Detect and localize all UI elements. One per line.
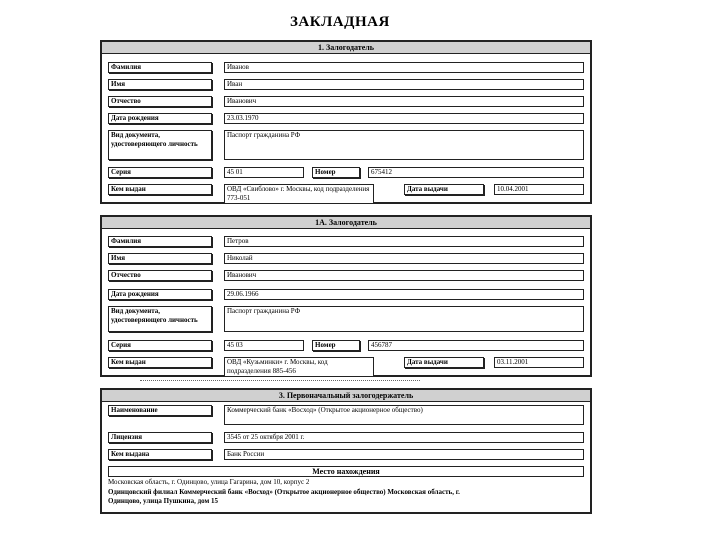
field-birthdate[interactable]: 23.03.1970 bbox=[224, 113, 584, 124]
address-line-1: Московская область, г. Одинцово, улица Гагарина, дом 10, корпус 2 bbox=[108, 478, 310, 486]
address-line-3: Одинцово, улица Пушкина, дом 15 bbox=[108, 497, 219, 505]
label-series-1a: Серия bbox=[108, 340, 212, 351]
field-doc-type[interactable]: Паспорт гражданина РФ bbox=[224, 130, 584, 160]
field-birthdate-1a[interactable]: 29.06.1966 bbox=[224, 289, 584, 300]
label-patronymic: Отчество bbox=[108, 96, 212, 107]
section-1a-header: 1А. Залогодатель bbox=[102, 217, 590, 229]
label-surname-1a: Фамилия bbox=[108, 236, 212, 247]
label-issue-date-1a: Дата выдачи bbox=[404, 357, 484, 368]
label-surname: Фамилия bbox=[108, 62, 212, 73]
field-name[interactable]: Иван bbox=[224, 79, 584, 90]
field-patronymic-1a[interactable]: Иванович bbox=[224, 270, 584, 281]
field-name-1a[interactable]: Николай bbox=[224, 253, 584, 264]
field-series[interactable]: 45 01 bbox=[224, 167, 304, 178]
scan-artifact-divider bbox=[140, 380, 420, 383]
label-issue-date: Дата выдачи bbox=[404, 184, 484, 195]
field-number[interactable]: 675412 bbox=[368, 167, 584, 178]
label-patronymic-1a: Отчество bbox=[108, 270, 212, 281]
label-number: Номер bbox=[312, 167, 360, 178]
field-patronymic[interactable]: Иванович bbox=[224, 96, 584, 107]
location-subheader: Место нахождения bbox=[108, 466, 584, 477]
section-1-header: 1. Залогодатель bbox=[102, 42, 590, 54]
field-org-name[interactable]: Коммерческий банк «Восход» (Открытое акционерное общество) bbox=[224, 405, 584, 425]
label-name-1a: Имя bbox=[108, 253, 212, 264]
label-org-name: Наименование bbox=[108, 405, 212, 416]
field-issued-by[interactable]: ОВД «Свиблово» г. Москвы, код подразделения 773-051 bbox=[224, 184, 374, 204]
field-number-1a[interactable]: 456787 bbox=[368, 340, 584, 351]
address-line-2: Одинцовский филиал Коммерческий банк «Восход» (Открытое акционерное общество) Московская область, г. bbox=[108, 488, 460, 496]
document-title: ЗАКЛАДНАЯ bbox=[290, 14, 390, 30]
field-license[interactable]: 3545 от 25 октября 2001 г. bbox=[224, 432, 584, 443]
field-surname[interactable]: Иванов bbox=[224, 62, 584, 73]
label-number-1a: Номер bbox=[312, 340, 360, 351]
label-issued-by: Кем выдан bbox=[108, 184, 212, 195]
field-license-issuer[interactable]: Банк России bbox=[224, 449, 584, 460]
section-3-header: 3. Первоначальный залогодержатель bbox=[102, 390, 590, 402]
label-birthdate-1a: Дата рождения bbox=[108, 289, 212, 300]
label-doc-type: Вид документа, удостоверяющего личность bbox=[108, 130, 212, 160]
label-license-issuer: Кем выдана bbox=[108, 449, 212, 460]
label-issued-by-1a: Кем выдан bbox=[108, 357, 212, 368]
label-birthdate: Дата рождения bbox=[108, 113, 212, 124]
field-issue-date[interactable]: 10.04.2001 bbox=[494, 184, 584, 195]
label-doc-type-1a: Вид документа, удостоверяющего личность bbox=[108, 306, 212, 332]
label-name: Имя bbox=[108, 79, 212, 90]
field-doc-type-1a[interactable]: Паспорт гражданина РФ bbox=[224, 306, 584, 332]
field-surname-1a[interactable]: Петров bbox=[224, 236, 584, 247]
label-license: Лицензия bbox=[108, 432, 212, 443]
label-series: Серия bbox=[108, 167, 212, 178]
field-issued-by-1a[interactable]: ОВД «Кузьминки» г. Москвы, код подразделения 885-456 bbox=[224, 357, 374, 377]
field-issue-date-1a[interactable]: 03.11.2001 bbox=[494, 357, 584, 368]
field-series-1a[interactable]: 45 03 bbox=[224, 340, 304, 351]
